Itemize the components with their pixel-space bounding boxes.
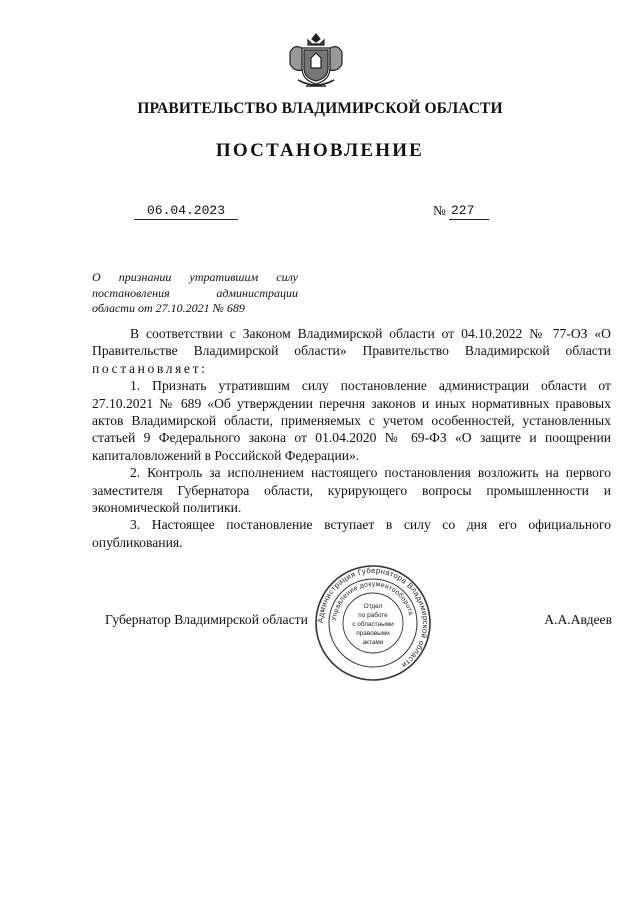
stamp-center-line: Отдел: [363, 603, 383, 610]
document-type-title: ПОСТАНОВЛЕНИЕ: [215, 140, 425, 161]
subject-line: постановления администрации: [92, 285, 298, 300]
document-subject: [92, 270, 298, 317]
item-3: 3. Настоящее постановление вступает в силу со дня его официального опубликования.: [92, 517, 611, 550]
signer-name: А.А.Авдеев: [544, 612, 612, 627]
stamp-outer-text: Администрация Губернатора Владимирской области: [315, 565, 431, 671]
stamp-inner-text: Управление документооборота: [331, 580, 415, 622]
stamp-center-line: по работе: [358, 612, 388, 619]
signer-title: Губернатор Владимирской области: [105, 612, 308, 627]
item-2: 2. Контроль за исполнением настоящего постановления возложить на первого заместителя Губернатора области, курирующего вопросы промышленности и экономической политики.: [92, 465, 611, 516]
number-sign: №: [433, 203, 446, 218]
stamp-center-line: с областными: [352, 621, 394, 628]
preamble-paragraph: [92, 325, 611, 377]
item-1: 1. Признать утратившим силу постановление администрации области от 27.10.2021 № 689 «Об утверждении перечня законов и иных нормативных правовых актов Владимирской области, применяемых с учетом особенностей, установленных статьей 9 Федерального закона от 01.04.2020 № 69-ФЗ «О защите и поощрении капиталовложений в Российской Федерации».: [92, 378, 611, 463]
official-stamp: [313, 563, 433, 683]
government-title: ПРАВИТЕЛЬСТВО ВЛАДИМИРСКОЙ ОБЛАСТИ: [137, 100, 503, 117]
preamble-text: В соответствии с Законом Владимирской области от 04.10.2022 № 77-ОЗ «О Правительстве Владимирской области» Правительство Владимирской области: [92, 326, 611, 359]
subject-line: области от 27.10.2021 № 689: [92, 301, 245, 315]
document-body: [92, 325, 611, 551]
document-date: 06.04.2023: [134, 203, 238, 220]
coat-of-arms-emblem: [284, 28, 348, 92]
document-number: 227: [449, 203, 489, 220]
stamp-center-line: правовыми: [356, 630, 390, 637]
resolves-word: постановляет:: [92, 360, 208, 376]
subject-line: О признании утратившим силу: [92, 270, 298, 284]
stamp-center-line: актами: [362, 639, 384, 646]
